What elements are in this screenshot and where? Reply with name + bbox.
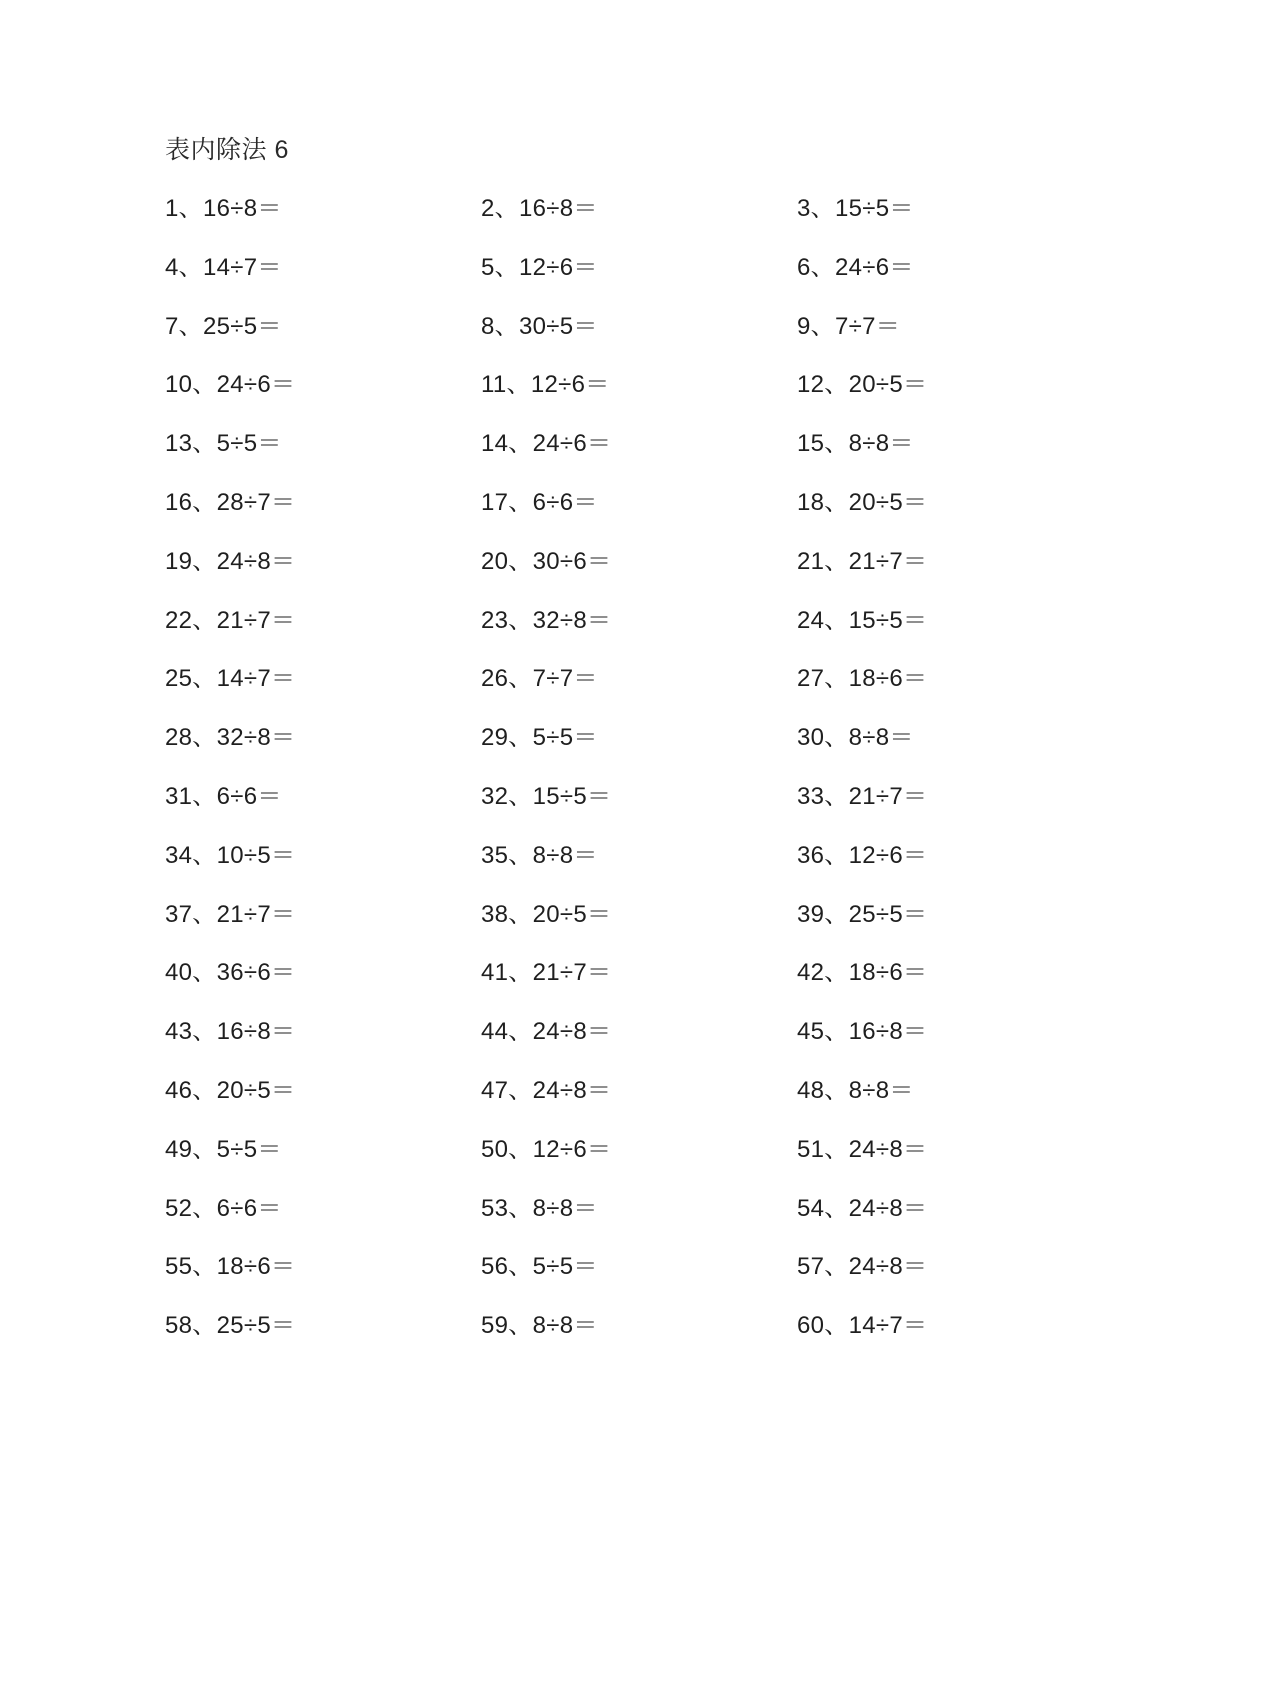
problem-item: 9、7÷7＝ (797, 312, 901, 340)
problem-item: 56、5÷5＝ (481, 1253, 598, 1281)
problem-item: 21、21÷7＝ (797, 547, 928, 575)
problem-item: 6、24÷6＝ (797, 253, 914, 281)
problem-item: 54、24÷8＝ (797, 1194, 928, 1222)
problem-item: 30、8÷8＝ (797, 724, 914, 752)
problem-item: 26、7÷7＝ (481, 665, 598, 693)
problem-item: 28、32÷8＝ (165, 724, 296, 752)
problem-item: 10、24÷6＝ (165, 371, 296, 399)
problem-item: 23、32÷8＝ (481, 606, 612, 634)
problem-item: 57、24÷8＝ (797, 1253, 928, 1281)
problem-item: 53、8÷8＝ (481, 1194, 598, 1222)
problem-item: 51、24÷8＝ (797, 1135, 928, 1163)
problem-item: 12、20÷5＝ (797, 371, 928, 399)
problem-item: 31、6÷6＝ (165, 782, 282, 810)
problem-item: 46、20÷5＝ (165, 1076, 296, 1104)
problem-item: 4、14÷7＝ (165, 253, 282, 281)
problem-item: 29、5÷5＝ (481, 724, 598, 752)
problem-item: 37、21÷7＝ (165, 900, 296, 928)
problem-item: 33、21÷7＝ (797, 782, 928, 810)
problem-item: 35、8÷8＝ (481, 841, 598, 869)
problem-item: 55、18÷6＝ (165, 1253, 296, 1281)
problem-item: 25、14÷7＝ (165, 665, 296, 693)
problem-item: 13、5÷5＝ (165, 430, 282, 458)
problem-item: 8、30÷5＝ (481, 312, 598, 340)
problem-item: 27、18÷6＝ (797, 665, 928, 693)
problem-item: 43、16÷8＝ (165, 1018, 296, 1046)
problem-item: 34、10÷5＝ (165, 841, 296, 869)
problem-item: 47、24÷8＝ (481, 1076, 612, 1104)
problem-item: 11、12÷6＝ (481, 371, 610, 399)
problem-item: 7、25÷5＝ (165, 312, 282, 340)
problem-item: 38、20÷5＝ (481, 900, 612, 928)
problem-item: 16、28÷7＝ (165, 488, 296, 516)
problem-item: 32、15÷5＝ (481, 782, 612, 810)
problem-item: 22、21÷7＝ (165, 606, 296, 634)
problem-item: 15、8÷8＝ (797, 430, 914, 458)
problem-item: 49、5÷5＝ (165, 1135, 282, 1163)
problem-item: 19、24÷8＝ (165, 547, 296, 575)
problem-item: 2、16÷8＝ (481, 195, 598, 222)
problem-item: 24、15÷5＝ (797, 606, 928, 634)
problem-item: 41、21÷7＝ (481, 959, 612, 987)
problem-item: 36、12÷6＝ (797, 841, 928, 869)
problem-item: 40、36÷6＝ (165, 959, 296, 987)
problem-item: 3、15÷5＝ (797, 195, 914, 222)
problem-item: 5、12÷6＝ (481, 253, 598, 281)
problem-item: 60、14÷7＝ (797, 1312, 928, 1340)
problem-grid (165, 192, 1125, 1368)
problem-item: 39、25÷5＝ (797, 900, 928, 928)
problem-item: 58、25÷5＝ (165, 1312, 296, 1340)
problem-item: 18、20÷5＝ (797, 488, 928, 516)
problem-item: 44、24÷8＝ (481, 1018, 612, 1046)
problem-item: 45、16÷8＝ (797, 1018, 928, 1046)
problem-item: 20、30÷6＝ (481, 547, 612, 575)
problem-item: 42、18÷6＝ (797, 959, 928, 987)
worksheet-title: 表内除法 6 (165, 136, 289, 164)
problem-item: 50、12÷6＝ (481, 1135, 612, 1163)
problem-item: 52、6÷6＝ (165, 1194, 282, 1222)
problem-item: 17、6÷6＝ (481, 488, 598, 516)
problem-item: 1、16÷8＝ (165, 195, 282, 222)
problem-item: 59、8÷8＝ (481, 1312, 598, 1340)
problem-item: 48、8÷8＝ (797, 1076, 914, 1104)
problem-item: 14、24÷6＝ (481, 430, 612, 458)
